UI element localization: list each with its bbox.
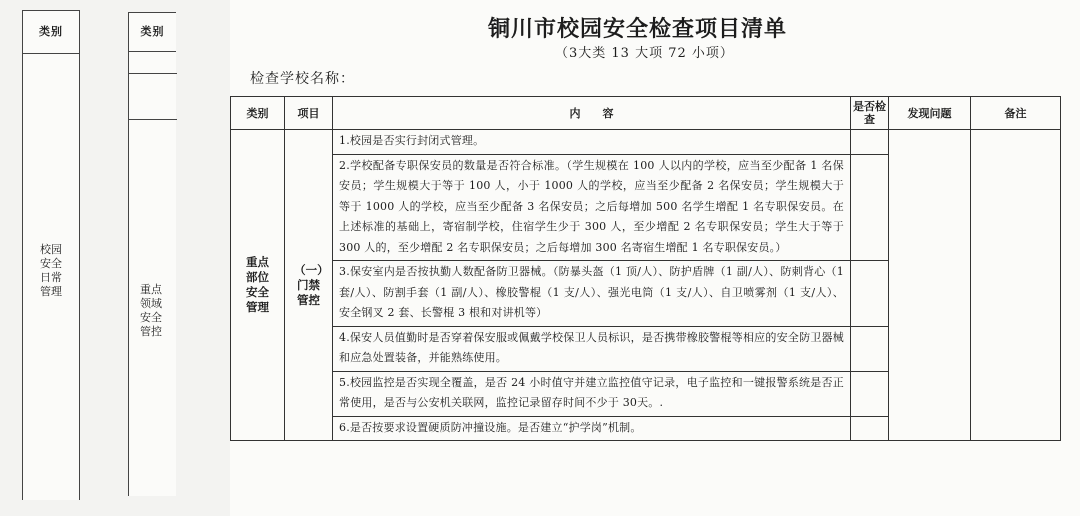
col-header-checked: 是否检查 (851, 97, 889, 130)
checklist-item: 4.保安人员值勤时是否穿着保安服或佩戴学校保卫人员标识，是否携带橡胶警棍等相应的安全防卫器械和应急处置装备，并能熟练使用。 (333, 326, 851, 371)
checklist-item: 6.是否按要求设置硬质防冲撞设施。是否建立“护学岗”机制。 (333, 416, 851, 441)
checked-cell[interactable] (851, 326, 889, 371)
category-header: 类别 (129, 13, 176, 52)
document-title: 铜川市校园安全检查项目清单 (488, 16, 788, 42)
table-row (231, 130, 1061, 155)
col-header-content: 内 容 (333, 97, 851, 130)
checked-cell[interactable] (851, 416, 889, 441)
col-header-remarks: 备注 (971, 97, 1061, 130)
checked-cell[interactable] (851, 154, 889, 261)
checklist-item: 2.学校配备专职保安员的数量是否符合标准。（学生规模在 100 人以内的学校，应当至少配备 1 名保安员；学生规模大于等于 100 人，小于 1000 人的学校，应当至少配备 2 名保安员；学生规模大于等于 1000 人的学校，应当至少配备 3 名保安员；之后每增加 500 名学生增配 1 名专职保安员。在上述标准的基础上，寄宿制学校，住宿学生少于 300 人，至少增配 2 名专职保安员；学生大于等于 300 人的，至少增配 2 名专职保安员；之后每增加 300 名寄宿生增配 1 名专职保安员。） (333, 154, 851, 261)
left-page-2 (128, 12, 176, 496)
category-label: 重点领域安全管控 (140, 283, 162, 338)
category-label: 校园安全日常管理 (40, 243, 62, 298)
checked-cell[interactable] (851, 130, 889, 155)
project-cell (285, 130, 333, 441)
document-subtitle: （3大类 13 大项 72 小项） (555, 46, 734, 61)
project-text: （一）门禁管控 (294, 262, 323, 307)
col-header-category: 类别 (231, 97, 285, 130)
remarks-cell[interactable] (971, 130, 1061, 441)
checklist-table (230, 96, 1061, 441)
category-header: 类别 (23, 11, 79, 54)
col-header-project: 项目 (285, 97, 333, 130)
checklist-item: 5.校园监控是否实现全覆盖，是否 24 小时值守并建立监控值守记录，电子监控和一键报警系统是否正常使用，是否与公安机关联网，监控记录留存时间不少于 30天。. (333, 371, 851, 416)
row-divider (129, 73, 177, 74)
category-text: 重点部位安全管理 (246, 255, 269, 314)
school-name-label: 检查学校名称： (250, 71, 355, 87)
header-row (231, 97, 1061, 130)
category-cell (231, 130, 285, 441)
checked-cell[interactable] (851, 261, 889, 327)
main-page (230, 0, 1080, 516)
checklist-item: 3.保安室内是否按执勤人数配备防卫器械。（防暴头盔（1 顶/人）、防护盾牌（1 副/人）、防刺背心（1 套/人）、防割手套（1 副/人）、橡胶警棍（1 支/人）、强光电筒（1 支/人）、自卫喷雾剂（1 支/人）、安全钢叉 2 套、长警棍 3 根和对讲机等） (333, 261, 851, 327)
row-divider (129, 119, 177, 120)
checked-cell[interactable] (851, 371, 889, 416)
col-header-issues: 发现问题 (889, 97, 971, 130)
issues-cell[interactable] (889, 130, 971, 441)
checklist-item: 1.校园是否实行封闭式管理。 (333, 130, 851, 155)
left-page-1 (22, 10, 80, 500)
